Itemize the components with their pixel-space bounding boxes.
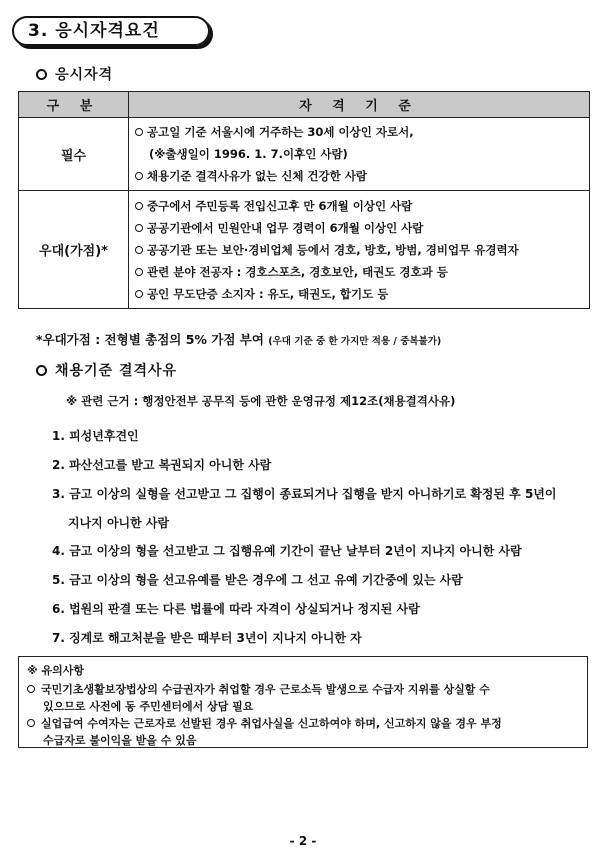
list-item: 5. 금고 이상의 형을 선고유예를 받은 경우에 그 선고 유예 기간중에 있는 사람 xyxy=(52,573,463,587)
bonus-note-text: *우대가점 : 전형별 총점의 5% 가점 부여 xyxy=(36,332,264,347)
table-row-preferred xyxy=(19,191,590,309)
table-row-required xyxy=(19,118,590,191)
list-item: 7. 징계로 해고처분을 받은 때부터 3년이 지나지 아니한 자 xyxy=(52,631,362,645)
criteria-text: 중구에서 주민등록 전입신고후 만 6개월 이상인 사람 xyxy=(147,198,413,213)
criteria-preferred xyxy=(129,191,590,309)
list-item: 2. 파산선고를 받고 복권되지 아니한 사람 xyxy=(52,458,272,472)
notice-line xyxy=(27,698,579,715)
list-item-continuation: 지나지 아니한 사람 xyxy=(68,516,170,530)
category-preferred: 우대(가점)* xyxy=(19,191,129,309)
notice-text: 수급자로 불이익을 받을 수 있음 xyxy=(43,734,197,747)
circle-bullet-icon xyxy=(135,268,143,276)
header-category: 구 분 xyxy=(19,92,129,118)
circle-bullet-icon xyxy=(135,290,143,298)
criteria-line xyxy=(135,239,583,261)
page-number: - 2 - xyxy=(289,834,317,848)
table-header-row xyxy=(19,92,590,118)
notice-title: ※ 유의사항 xyxy=(27,664,85,677)
qualification-heading xyxy=(36,64,113,84)
circle-bullet-icon xyxy=(36,69,47,80)
list-item: 3. 금고 이상의 실형을 선고받고 그 집행이 종료되거나 집행을 받지 아니하기로 확정된 후 5년이 xyxy=(52,487,557,501)
notice-text: 국민기초생활보장법상의 수급권자가 취업할 경우 근로소득 발생으로 수급자 지위를 상실할 수 xyxy=(41,683,490,696)
criteria-text: 공공기관에서 민원안내 업무 경력이 6개월 이상인 사람 xyxy=(147,220,424,235)
legal-basis: ※ 관련 근거 : 행정안전부 공무직 등에 관한 운영규정 제12조(채용결격사유) xyxy=(66,394,456,408)
list-item: 1. 피성년후견인 xyxy=(52,429,139,443)
notice-line xyxy=(27,681,579,698)
criteria-line xyxy=(135,121,583,143)
criteria-text: 채용기준 결격사유가 없는 신체 건강한 사람 xyxy=(147,169,367,183)
category-required: 필수 xyxy=(19,118,129,191)
criteria-text: 공고일 기준 서울시에 거주하는 30세 이상인 자로서, xyxy=(147,125,414,139)
circle-bullet-icon xyxy=(135,172,143,180)
criteria-line xyxy=(135,283,583,305)
notice-line xyxy=(27,715,579,732)
list-item: 6. 법원의 판결 또는 다른 법률에 따라 자격이 상실되거나 정지된 사람 xyxy=(52,602,420,616)
criteria-line xyxy=(135,261,583,283)
notice-text: 실업급여 수여자는 근로자로 선발된 경우 취업사실을 신고하여야 하며, 신고하지 않을 경우 부정 xyxy=(41,717,502,730)
criteria-line xyxy=(135,217,583,239)
circle-bullet-icon xyxy=(27,685,35,693)
notice-text: 있으므로 사전에 동 주민센터에서 상담 필요 xyxy=(43,700,254,713)
circle-bullet-icon xyxy=(135,128,143,136)
circle-bullet-icon xyxy=(27,719,35,727)
disqualification-list xyxy=(52,426,556,657)
criteria-line xyxy=(135,195,583,217)
circle-bullet-icon xyxy=(135,246,143,254)
criteria-required xyxy=(129,118,590,191)
section-title: 3. 응시자격요건 xyxy=(12,16,210,46)
criteria-text: 공인 무도단증 소지자 : 유도, 태권도, 합기도 등 xyxy=(147,286,389,301)
criteria-text: 공공기관 또는 보안·경비업체 등에서 경호, 방호, 방범, 경비업무 유경력자 xyxy=(147,242,519,257)
bonus-note xyxy=(36,330,441,348)
criteria-line xyxy=(135,143,583,165)
criteria-line xyxy=(135,165,583,187)
bonus-note-small: (우대 기준 중 한 가지만 적용 / 중복불가) xyxy=(268,336,442,347)
circle-bullet-icon xyxy=(135,224,143,232)
notice-box xyxy=(18,656,588,748)
criteria-text: 관련 분야 전공자 : 경호스포츠, 경호보안, 태권도 경호과 등 xyxy=(147,264,448,279)
disqualification-heading xyxy=(36,360,177,380)
disqualification-heading-text: 채용기준 결격사유 xyxy=(55,363,178,379)
circle-bullet-icon xyxy=(36,365,47,376)
circle-bullet-icon xyxy=(135,202,143,210)
header-criteria: 자 격 기 준 xyxy=(129,92,590,118)
list-item: 4. 금고 이상의 형을 선고받고 그 집행유예 기간이 끝난 날부터 2년이 지나지 아니한 사람 xyxy=(52,544,522,558)
qualification-table xyxy=(18,91,590,309)
notice-line xyxy=(27,732,579,749)
qualification-heading-text: 응시자격 xyxy=(55,67,114,83)
criteria-text: (※출생일이 1996. 1. 7.이후인 사람) xyxy=(149,147,348,161)
